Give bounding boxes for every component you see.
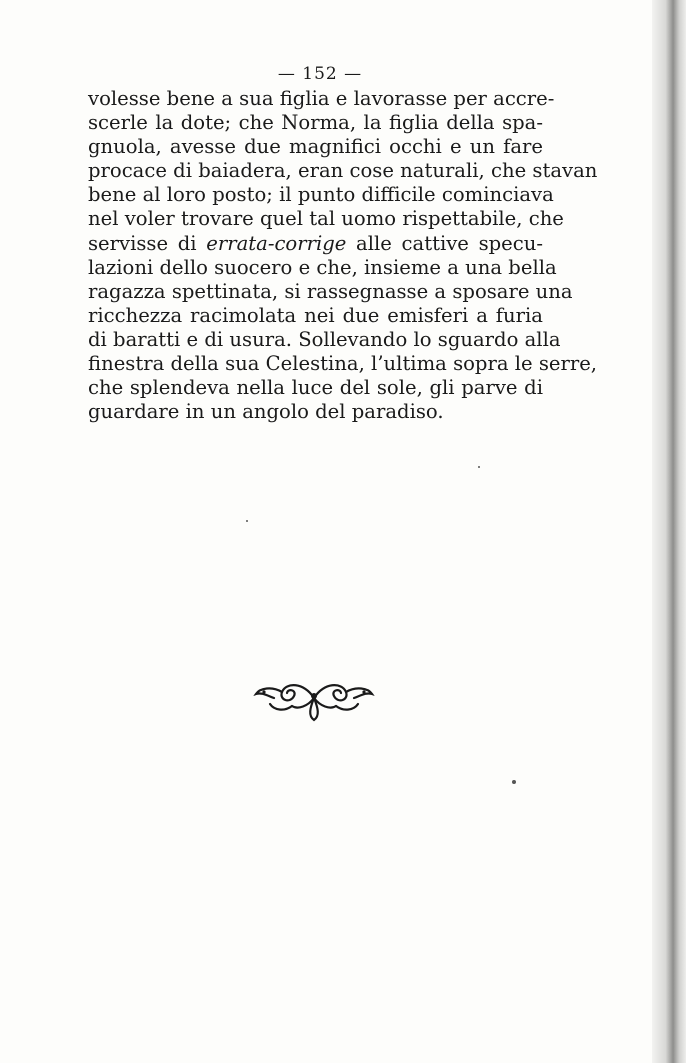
paper-speck bbox=[512, 780, 516, 784]
italic-phrase: errata-corrige bbox=[206, 231, 347, 255]
paper-speck bbox=[478, 466, 480, 468]
text-line: lazioni dello suocero e che, insieme a una bella bbox=[88, 255, 557, 279]
book-spine-edge bbox=[652, 0, 686, 1063]
text-segment: servisse di bbox=[88, 231, 207, 255]
text-line: procace di baiadera, eran cose naturali, che stavan bbox=[88, 159, 598, 183]
text-line: ricchezza racimolata nei due emisferi a furia bbox=[88, 303, 543, 327]
text-line: ragazza spettinata, si rassegnasse a sposare una bbox=[88, 279, 573, 303]
text-line: che splendeva nella luce del sole, gli parve di bbox=[88, 376, 543, 400]
text-line bbox=[88, 232, 543, 256]
text-line: scerle la dote; che Norma, la figlia della spa- bbox=[88, 111, 543, 135]
body-paragraph bbox=[88, 87, 598, 424]
text-segment: alle cattive specu- bbox=[346, 231, 543, 255]
text-line: volesse bene a sua figlia e lavorasse per accre- bbox=[88, 87, 555, 110]
text-line: finestra della sua Celestina, l’ultima sopra le serre, bbox=[88, 352, 598, 376]
floral-tailpiece-ornament-icon bbox=[252, 676, 376, 724]
paper-speck bbox=[246, 520, 248, 522]
text-line: gnuola, avesse due magnifici occhi e un fare bbox=[88, 135, 543, 159]
text-line: guardare in un angolo del paradiso. bbox=[88, 400, 444, 424]
page-number: — 152 — bbox=[277, 64, 363, 84]
text-line: nel voler trovare quel tal uomo rispettabile, che bbox=[88, 207, 564, 231]
text-line: bene al loro posto; il punto difficile cominciava bbox=[88, 183, 554, 207]
text-line: di baratti e di usura. Sollevando lo sguardo alla bbox=[88, 327, 561, 351]
